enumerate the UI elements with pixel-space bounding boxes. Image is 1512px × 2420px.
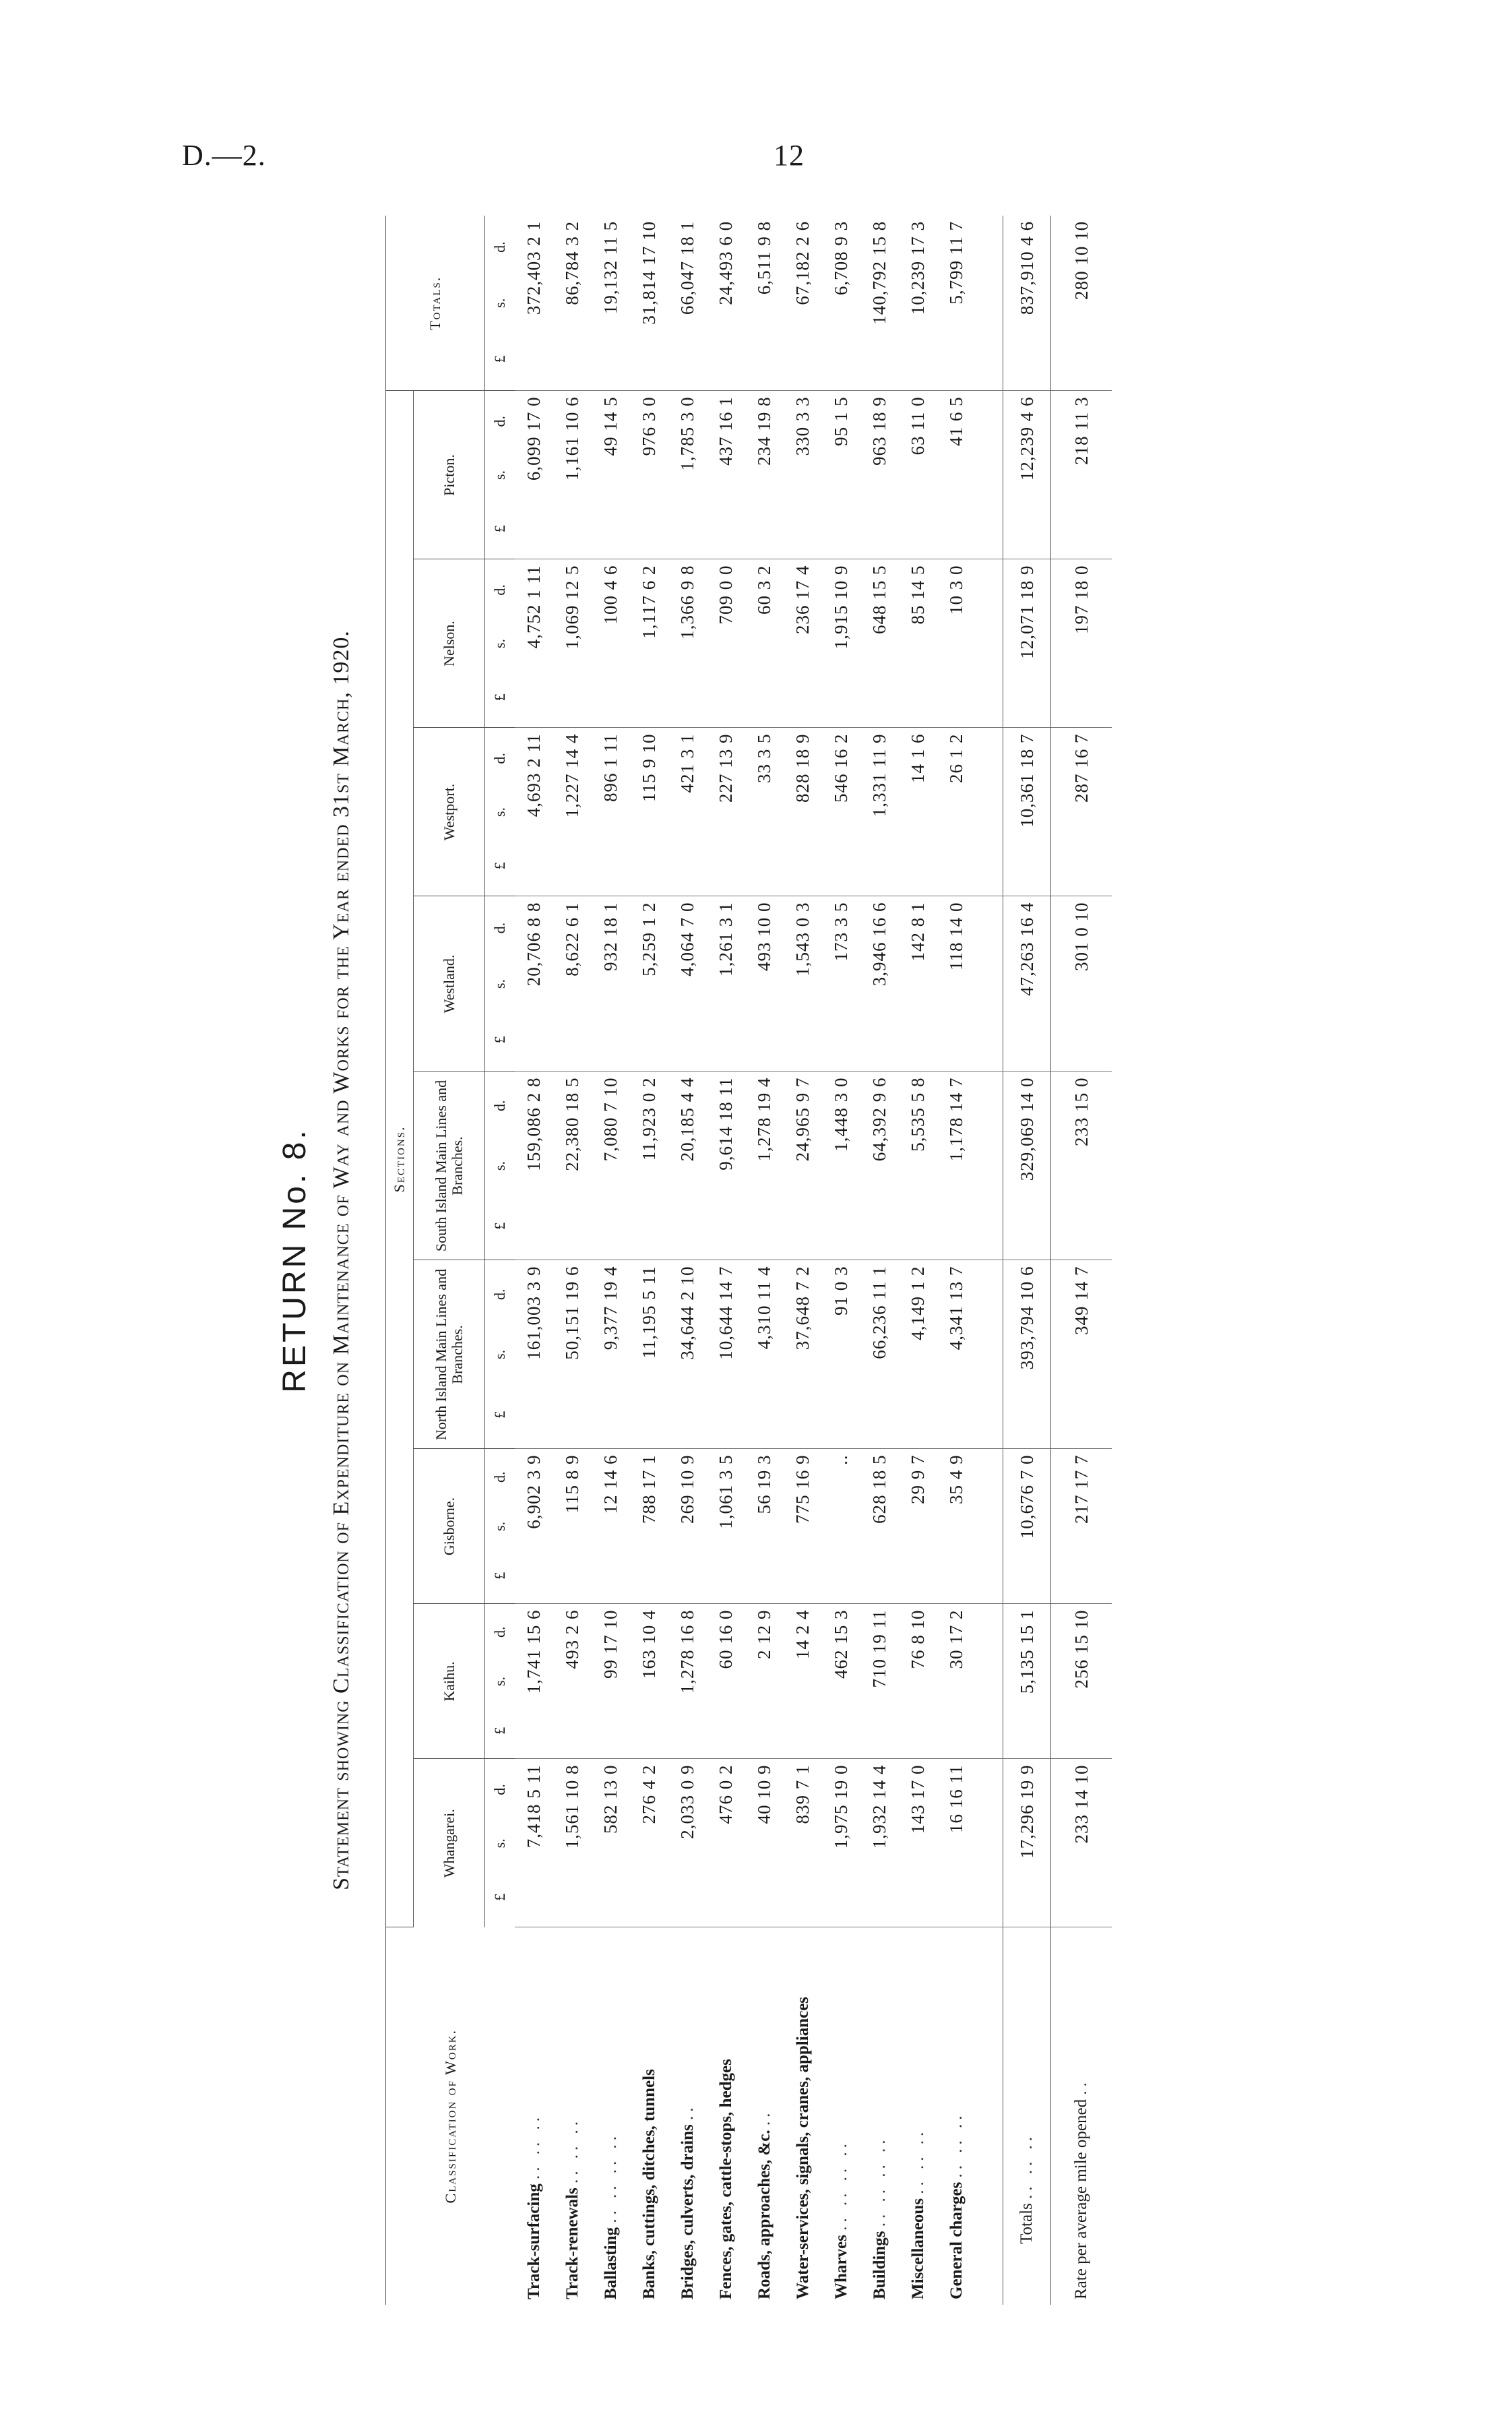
amount-cell: 462 15 3	[822, 1604, 860, 1759]
row-label	[1051, 1927, 1112, 2305]
amount-cell: 234 19 8	[745, 391, 784, 559]
statement-title: Statement showing Classification of Expenditure on Maintenance of Way and Works for the Year ended 31st March, 1920.	[329, 630, 354, 1890]
unit-label: d.	[491, 241, 508, 253]
amount-cell: 6,511 9 8	[745, 216, 784, 391]
leader-dots: .. .. ..	[1017, 2133, 1036, 2199]
amount-cell: 493 2 6	[553, 1604, 592, 1759]
amount-cell: 236 17 4	[784, 559, 822, 728]
column-header-westport: Westport.	[414, 728, 485, 896]
leader-dots: ..	[755, 2109, 774, 2126]
amount-cell: 5,535 5 8	[899, 1072, 937, 1260]
amount-cell: 143 17 0	[899, 1759, 937, 1927]
amount-cell: 66,236 11 1	[860, 1260, 899, 1449]
row-label	[707, 1927, 745, 2305]
amount-cell: 76 8 10	[899, 1604, 937, 1759]
row-label-text: General charges	[947, 2181, 966, 2299]
amount-cell: 17,296 19 9	[1003, 1759, 1051, 1927]
amount-cell: 10,644 14 7	[707, 1260, 745, 1449]
unit-label: d.	[491, 416, 508, 427]
amount-cell: 8,622 6 1	[553, 896, 592, 1072]
unit-label: s.	[491, 638, 508, 649]
amount-cell: 1,741 15 6	[515, 1604, 553, 1759]
amount-cell: 5,799 11 7	[937, 216, 976, 391]
page-number: 12	[774, 139, 805, 172]
spacer-cell	[976, 391, 1003, 559]
table-row	[937, 216, 976, 2305]
row-label-text: Wharves	[831, 2235, 850, 2299]
amount-cell: 63 11 0	[899, 391, 937, 559]
unit-header	[485, 1260, 515, 1449]
row-label	[822, 1927, 860, 2305]
table-row	[515, 216, 553, 2305]
row-label-text: Track-surfacing	[524, 2183, 543, 2299]
column-header-whangarei: Whangarei.	[414, 1759, 485, 1927]
column-header-picton: Picton.	[414, 391, 485, 559]
amount-cell: 256 15 10	[1051, 1604, 1112, 1759]
amount-cell: 788 17 1	[630, 1449, 668, 1604]
spacer-cell	[976, 1072, 1003, 1260]
amount-cell: 4,752 1 11	[515, 559, 553, 728]
amount-cell: 493 10 0	[745, 896, 784, 1072]
amount-cell: 50,151 19 6	[553, 1260, 592, 1449]
column-header-north-island: North Island Main Lines and Branches.	[414, 1260, 485, 1449]
amount-cell: 4,149 1 2	[899, 1260, 937, 1449]
amount-cell: 1,561 10 8	[553, 1759, 592, 1927]
amount-cell: 437 16 1	[707, 391, 745, 559]
amount-cell: 1,061 3 5	[707, 1449, 745, 1604]
amount-cell: 648 15 5	[860, 559, 899, 728]
unit-label: £	[491, 355, 508, 363]
amount-cell: 140,792 15 8	[860, 216, 899, 391]
amount-cell: 115 9 10	[630, 728, 668, 896]
amount-cell: 1,261 3 1	[707, 896, 745, 1072]
unit-header	[485, 559, 515, 728]
spacer-cell	[976, 1449, 1003, 1604]
unit-label: £	[491, 1727, 508, 1735]
amount-cell: 421 3 1	[668, 728, 707, 896]
unit-label: £	[491, 693, 508, 702]
leader-dots: .. .. ..	[908, 2128, 927, 2194]
amount-cell: 837,910 4 6	[1003, 216, 1051, 391]
amount-cell: 1,932 14 4	[860, 1759, 899, 1927]
amount-cell: 330 3 3	[784, 391, 822, 559]
unit-label: s.	[491, 1676, 508, 1687]
page-reference: D.—2.	[182, 139, 266, 172]
amount-cell: 9,377 19 4	[592, 1260, 630, 1449]
amount-cell: 33 3 5	[745, 728, 784, 896]
amount-cell: 2,033 0 9	[668, 1759, 707, 1927]
amount-cell: 6,902 3 9	[515, 1449, 553, 1604]
amount-cell: 161,003 3 9	[515, 1260, 553, 1449]
amount-cell: 6,708 9 3	[822, 216, 860, 391]
table-row	[630, 216, 668, 2305]
table-row	[668, 216, 707, 2305]
amount-cell: 628 18 5	[860, 1449, 899, 1604]
totals-row	[1003, 216, 1051, 2305]
spacer-cell	[976, 1260, 1003, 1449]
row-label-text: Rate per average mile opened	[1072, 2099, 1090, 2299]
unit-label: d.	[491, 753, 508, 764]
amount-cell: 828 18 9	[784, 728, 822, 896]
spacer-cell	[976, 216, 1003, 391]
amount-cell: 100 4 6	[592, 559, 630, 728]
amount-cell: 7,080 7 10	[592, 1072, 630, 1260]
classification-header: Classification of Work.	[386, 1927, 515, 2305]
row-label	[553, 1927, 592, 2305]
row-label	[745, 1927, 784, 2305]
unit-label: d.	[491, 922, 508, 934]
unit-label: d.	[491, 1626, 508, 1638]
row-label	[860, 1927, 899, 2305]
amount-cell: 20,185 4 4	[668, 1072, 707, 1260]
table-row	[745, 216, 784, 2305]
amount-cell: 329,069 14 0	[1003, 1072, 1051, 1260]
amount-cell: 22,380 18 5	[553, 1072, 592, 1260]
unit-label: s.	[491, 1838, 508, 1849]
amount-cell: 159,086 2 8	[515, 1072, 553, 1260]
amount-cell: 710 19 11	[860, 1604, 899, 1759]
amount-cell: 4,693 2 11	[515, 728, 553, 896]
amount-cell: 11,195 5 11	[630, 1260, 668, 1449]
unit-label: £	[491, 1036, 508, 1044]
rotated-table-page	[276, 216, 1381, 2305]
amount-cell: 582 13 0	[592, 1759, 630, 1927]
amount-cell: 1,278 16 8	[668, 1604, 707, 1759]
amount-cell: 233 15 0	[1051, 1072, 1112, 1260]
amount-cell: 29 9 7	[899, 1449, 937, 1604]
amount-cell: ..	[822, 1449, 860, 1604]
amount-cell: 1,785 3 0	[668, 391, 707, 559]
amount-cell: 476 0 2	[707, 1759, 745, 1927]
amount-cell: 839 7 1	[784, 1759, 822, 1927]
row-label-text: Totals	[1017, 2203, 1036, 2244]
amount-cell: 269 10 9	[668, 1449, 707, 1604]
amount-cell: 12,071 18 9	[1003, 559, 1051, 728]
amount-cell: 35 4 9	[937, 1449, 976, 1604]
amount-cell: 1,366 9 8	[668, 559, 707, 728]
amount-cell: 66,047 18 1	[668, 216, 707, 391]
unit-label: £	[491, 1893, 508, 1901]
unit-label: s.	[491, 298, 508, 308]
rate-row	[1051, 216, 1112, 2305]
amount-cell: 9,614 18 11	[707, 1072, 745, 1260]
amount-cell: 233 14 10	[1051, 1759, 1112, 1927]
spacer-cell	[976, 559, 1003, 728]
amount-cell: 64,392 9 6	[860, 1072, 899, 1260]
row-label-text: Buildings	[870, 2231, 889, 2299]
amount-cell: 12 14 6	[592, 1449, 630, 1604]
row-label-text: Track-renewals	[563, 2188, 581, 2299]
amount-cell: 5,135 15 1	[1003, 1604, 1051, 1759]
amount-cell: 14 1 6	[899, 728, 937, 896]
amount-cell: 20,706 8 8	[515, 896, 553, 1072]
column-header-south-island: South Island Main Lines and Branches.	[414, 1072, 485, 1260]
unit-label: £	[491, 1222, 508, 1230]
amount-cell: 26 1 2	[937, 728, 976, 896]
amount-cell: 31,814 17 10	[630, 216, 668, 391]
amount-cell: 16 16 11	[937, 1759, 976, 1927]
unit-header	[485, 1604, 515, 1759]
amount-cell: 280 10 10	[1051, 216, 1112, 391]
unit-header	[485, 1072, 515, 1260]
amount-cell: 896 1 11	[592, 728, 630, 896]
row-label-text: Water-services, signals, cranes, appliances	[793, 1996, 812, 2299]
amount-cell: 49 14 5	[592, 391, 630, 559]
amount-cell: 1,278 19 4	[745, 1072, 784, 1260]
amount-cell: 60 3 2	[745, 559, 784, 728]
amount-cell: 95 1 5	[822, 391, 860, 559]
leader-dots: .. .. ..	[563, 2117, 581, 2184]
table-row	[822, 216, 860, 2305]
leader-dots: .. .. ..	[947, 2111, 966, 2178]
unit-header	[485, 728, 515, 896]
amount-cell: 6,099 17 0	[515, 391, 553, 559]
amount-cell: 372,403 2 1	[515, 216, 553, 391]
amount-cell: 91 0 3	[822, 1260, 860, 1449]
leader-dots: .. .. .. ..	[601, 2132, 620, 2223]
row-label	[784, 1927, 822, 2305]
amount-cell: 115 8 9	[553, 1449, 592, 1604]
unit-label: s.	[491, 1521, 508, 1532]
amount-cell: 142 8 1	[899, 896, 937, 1072]
amount-cell: 173 3 5	[822, 896, 860, 1072]
row-label	[630, 1927, 668, 2305]
spacer-cell	[976, 728, 1003, 896]
unit-label: £	[491, 1410, 508, 1419]
amount-cell: 1,448 3 0	[822, 1072, 860, 1260]
expenditure-table	[385, 216, 1112, 2305]
spacer-cell	[976, 1927, 1003, 2305]
amount-cell: 24,493 6 0	[707, 216, 745, 391]
amount-cell: 37,648 7 2	[784, 1260, 822, 1449]
leader-dots: ..	[1072, 2078, 1090, 2095]
unit-label: d.	[491, 1289, 508, 1300]
table-row	[899, 216, 937, 2305]
amount-cell: 301 0 10	[1051, 896, 1112, 1072]
amount-cell: 2 12 9	[745, 1604, 784, 1759]
amount-cell: 393,794 10 6	[1003, 1260, 1051, 1449]
amount-cell: 10,361 18 7	[1003, 728, 1051, 896]
spacer-row	[976, 216, 1003, 2305]
amount-cell: 197 18 0	[1051, 559, 1112, 728]
unit-label: s.	[491, 979, 508, 989]
unit-header	[485, 1759, 515, 1927]
spacer-cell	[976, 896, 1003, 1072]
amount-cell: 19,132 11 5	[592, 216, 630, 391]
amount-cell: 163 10 4	[630, 1604, 668, 1759]
unit-header	[485, 216, 515, 391]
amount-cell: 4,064 7 0	[668, 896, 707, 1072]
unit-label: £	[491, 525, 508, 533]
unit-label: s.	[491, 807, 508, 817]
amount-cell: 276 4 2	[630, 1759, 668, 1927]
row-label	[592, 1927, 630, 2305]
leader-dots: .. .. ..	[524, 2113, 543, 2179]
row-label	[1003, 1927, 1051, 2305]
row-label-text: Miscellaneous	[908, 2198, 927, 2299]
unit-header	[485, 1449, 515, 1604]
amount-cell: 99 17 10	[592, 1604, 630, 1759]
amount-cell: 85 14 5	[899, 559, 937, 728]
unit-label: £	[491, 1572, 508, 1580]
leader-dots: .. .. .. ..	[870, 2136, 889, 2227]
amount-cell: 60 16 0	[707, 1604, 745, 1759]
row-label-text: Roads, approaches, &c.	[755, 2130, 774, 2299]
amount-cell: 976 3 0	[630, 391, 668, 559]
amount-cell: 349 14 7	[1051, 1260, 1112, 1449]
amount-cell: 41 6 5	[937, 391, 976, 559]
amount-cell: 963 18 9	[860, 391, 899, 559]
amount-cell: 10,676 7 0	[1003, 1449, 1051, 1604]
amount-cell: 30 17 2	[937, 1604, 976, 1759]
row-label-text: Fences, gates, cattle-stops, hedges	[716, 2059, 735, 2299]
unit-header	[485, 896, 515, 1072]
amount-cell: 1,543 0 3	[784, 896, 822, 1072]
table-row	[553, 216, 592, 2305]
column-header-gisborne: Gisborne.	[414, 1449, 485, 1604]
amount-cell: 932 18 1	[592, 896, 630, 1072]
unit-label: s.	[491, 1160, 508, 1171]
amount-cell: 287 16 7	[1051, 728, 1112, 896]
row-label	[668, 1927, 707, 2305]
amount-cell: 1,331 11 9	[860, 728, 899, 896]
amount-cell: 10 3 0	[937, 559, 976, 728]
amount-cell: 5,259 1 2	[630, 896, 668, 1072]
amount-cell: 217 17 7	[1051, 1449, 1112, 1604]
unit-label: s.	[491, 470, 508, 480]
sections-header: Sections.	[386, 391, 414, 1927]
amount-cell: 4,341 13 7	[937, 1260, 976, 1449]
amount-cell: 1,227 14 4	[553, 728, 592, 896]
amount-cell: 1,915 10 9	[822, 559, 860, 728]
amount-cell: 24,965 9 7	[784, 1072, 822, 1260]
amount-cell: 11,923 0 2	[630, 1072, 668, 1260]
unit-label: d.	[491, 1471, 508, 1483]
amount-cell: 86,784 3 2	[553, 216, 592, 391]
leader-dots: ..	[678, 2103, 697, 2121]
row-label-text: Bridges, culverts, drains	[678, 2124, 697, 2299]
amount-cell: 7,418 5 11	[515, 1759, 553, 1927]
amount-cell: 67,182 2 6	[784, 216, 822, 391]
amount-cell: 546 16 2	[822, 728, 860, 896]
unit-label: d.	[491, 1100, 508, 1111]
unit-header	[485, 391, 515, 559]
column-header-kaihu: Kaihu.	[414, 1604, 485, 1759]
table-row	[592, 216, 630, 2305]
unit-label: d.	[491, 584, 508, 596]
table-row	[860, 216, 899, 2305]
spacer-cell	[976, 1604, 1003, 1759]
column-header-totals: Totals.	[386, 216, 485, 391]
column-header-westland: Westland.	[414, 896, 485, 1072]
column-header-nelson: Nelson.	[414, 559, 485, 728]
amount-cell: 218 11 3	[1051, 391, 1112, 559]
amount-cell: 12,239 4 6	[1003, 391, 1051, 559]
amount-cell: 1,069 12 5	[553, 559, 592, 728]
table-row	[707, 216, 745, 2305]
table-row	[784, 216, 822, 2305]
amount-cell: 40 10 9	[745, 1759, 784, 1927]
amount-cell: 56 19 3	[745, 1449, 784, 1604]
row-label	[937, 1927, 976, 2305]
return-title: RETURN No. 8.	[277, 1127, 313, 1393]
amount-cell: 1,178 14 7	[937, 1072, 976, 1260]
amount-cell: 1,975 19 0	[822, 1759, 860, 1927]
row-label	[515, 1927, 553, 2305]
amount-cell: 118 14 0	[937, 896, 976, 1072]
amount-cell: 34,644 2 10	[668, 1260, 707, 1449]
amount-cell: 47,263 16 4	[1003, 896, 1051, 1072]
amount-cell: 1,117 6 2	[630, 559, 668, 728]
unit-label: s.	[491, 1349, 508, 1360]
spacer-cell	[976, 1759, 1003, 1927]
row-label-text: Ballasting	[601, 2227, 620, 2299]
amount-cell: 10,239 17 3	[899, 216, 937, 391]
amount-cell: 775 16 9	[784, 1449, 822, 1604]
leader-dots: .. .. .. ..	[831, 2140, 850, 2231]
amount-cell: 3,946 16 6	[860, 896, 899, 1072]
amount-cell: 14 2 4	[784, 1604, 822, 1759]
unit-label: d.	[491, 1784, 508, 1795]
amount-cell: 227 13 9	[707, 728, 745, 896]
row-label-text: Banks, cuttings, ditches, tunnels	[639, 2069, 658, 2299]
amount-cell: 709 0 0	[707, 559, 745, 728]
row-label	[899, 1927, 937, 2305]
unit-label: £	[491, 862, 508, 870]
amount-cell: 4,310 11 4	[745, 1260, 784, 1449]
amount-cell: 1,161 10 6	[553, 391, 592, 559]
